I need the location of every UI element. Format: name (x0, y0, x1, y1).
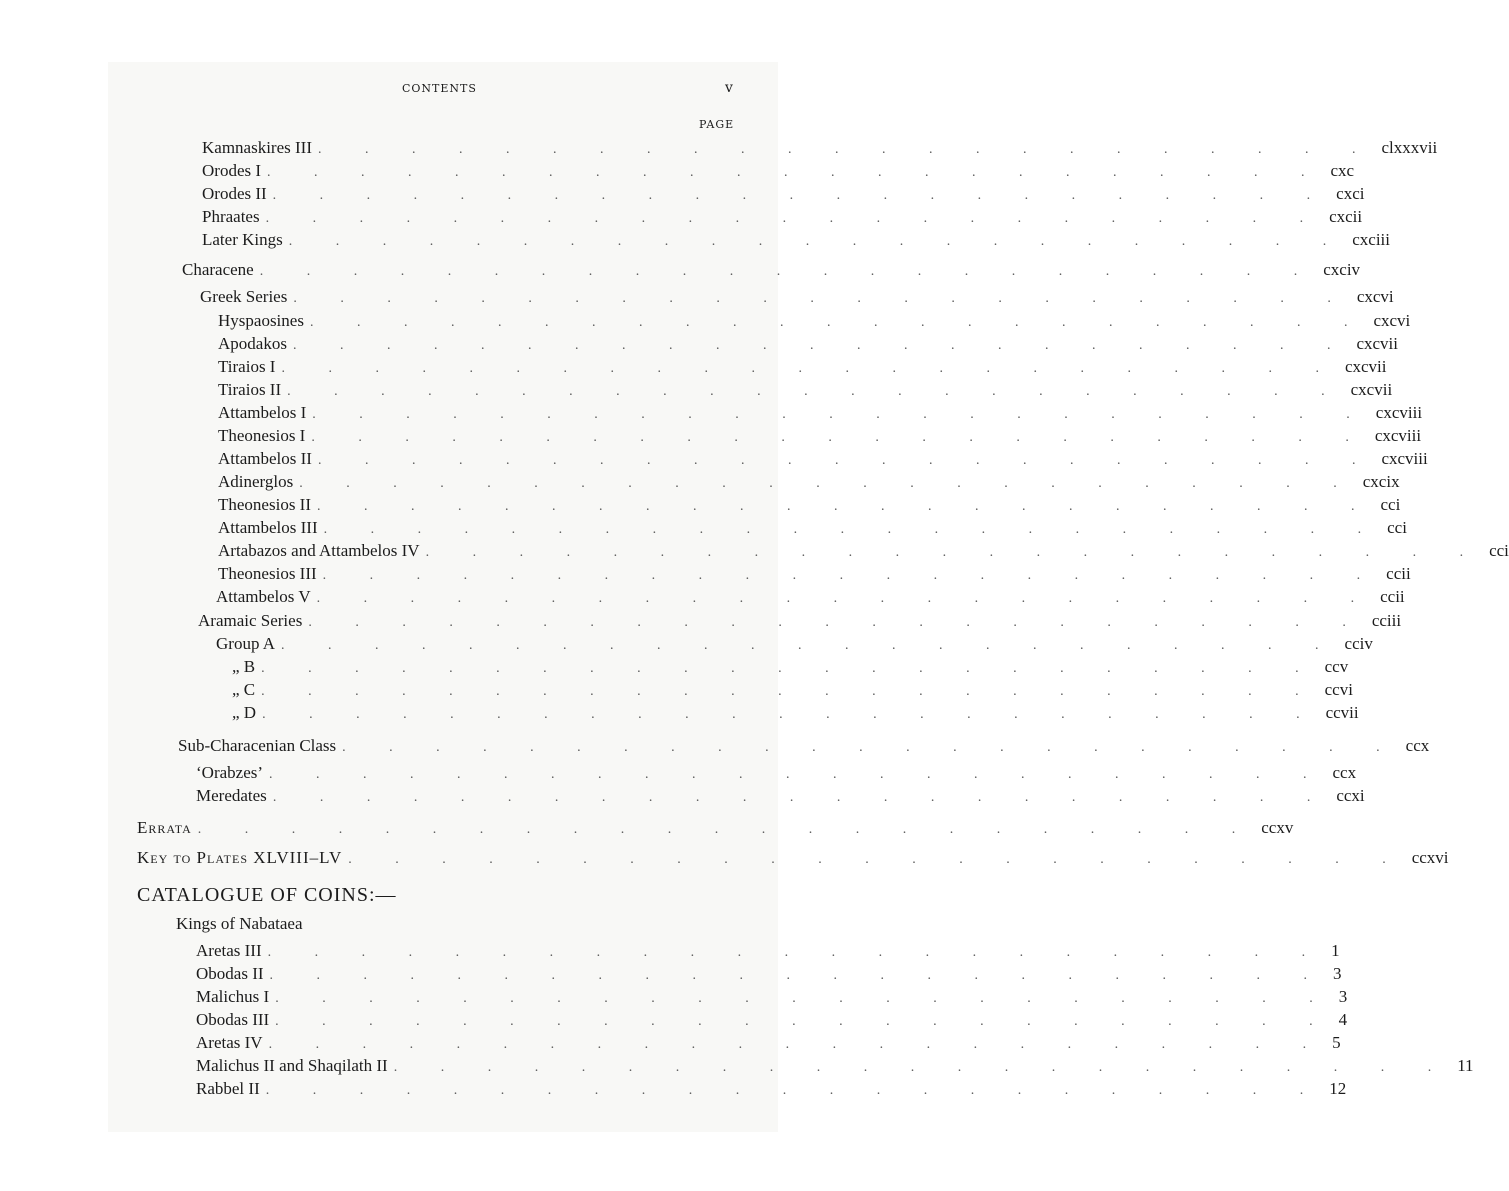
toc-entry (218, 357, 1387, 379)
entry-page: cxci (1336, 184, 1365, 203)
entry-label: Aretas III (196, 941, 262, 960)
toc-entry (137, 848, 1449, 870)
catalogue-heading: CATALOGUE OF COINS:— (137, 884, 397, 906)
dot-leader: . . . . . . . . . . . . . . . . . . . . . . . (348, 852, 1406, 867)
toc-entry (232, 703, 1359, 725)
dot-leader: . . . . . . . . . . . . . . . . . . . . . . . (425, 545, 1484, 560)
toc-entry (198, 611, 1402, 633)
dot-leader: . . . . . . . . . . . . . . . . . . . . . . . (281, 638, 1339, 653)
entry-label: Orodes I (202, 161, 262, 180)
toc-entry (196, 786, 1365, 808)
toc-entry (196, 763, 1357, 785)
toc-entry (218, 518, 1407, 540)
page-column-label: PAGE (699, 118, 735, 131)
entry-label: Adinerglos (218, 472, 294, 491)
entry-label: Malichus I (196, 987, 270, 1006)
entry-page: 5 (1332, 1033, 1341, 1052)
entry-label: Hyspaosines (218, 311, 304, 330)
entry-label: „ D (232, 703, 257, 722)
toc-entry (182, 260, 1361, 282)
page-header (0, 82, 840, 98)
entry-label: Characene (182, 260, 254, 279)
entry-label: Key to Plates XLVIII–LV (137, 848, 343, 867)
dot-leader: . . . . . . . . . . . . . . . . . . . . . . . (261, 684, 1319, 699)
dot-leader: . . . . . . . . . . . . . . . . . . . . . . . (393, 1060, 1452, 1075)
entry-page: 11 (1457, 1056, 1474, 1075)
entry-label: Obodas II (196, 964, 264, 983)
entry-label: Sub-Characenian Class (178, 736, 337, 755)
entry-label: Attambelos III (218, 518, 318, 537)
entry-label: Errata (137, 818, 192, 837)
entry-label: Theonesios I (218, 426, 306, 445)
dot-leader: . . . . . . . . . . . . . . . . . . . . . . . (318, 142, 1376, 157)
entry-page: cxcix (1362, 472, 1400, 491)
entry-page: 12 (1329, 1079, 1347, 1098)
toc-entry (202, 184, 1365, 206)
entry-label: ‘Orabzes’ (196, 763, 264, 782)
entry-label: Meredates (196, 786, 267, 805)
entry-label: Attambelos II (218, 449, 312, 468)
entry-page: ccv (1324, 657, 1349, 676)
dot-leader: . . . . . . . . . . . . . . . . . . . . . . . (322, 568, 1381, 583)
dot-leader: . . . . . . . . . . . . . . . . . . . . . . . (308, 615, 1366, 630)
dot-leader: . . . . . . . . . . . . . . . . . . . . . . . (275, 1014, 1333, 1029)
toc-entry (137, 818, 1294, 840)
toc-entry (196, 1056, 1474, 1078)
dot-leader: . . . . . . . . . . . . . . . . . . . . . . . (269, 767, 1327, 782)
entry-label: Tiraios I (218, 357, 276, 376)
entry-label: Attambelos V (216, 587, 311, 606)
dot-leader: . . . . . . . . . . . . . . . . . . . . . . . (272, 188, 1331, 203)
entry-page: cxcviii (1375, 403, 1423, 422)
entry-page: cxcvii (1344, 357, 1387, 376)
dot-leader: . . . . . . . . . . . . . . . . . . . . . . . (259, 264, 1318, 279)
entry-page: cciv (1344, 634, 1373, 653)
entry-page: ccxvi (1411, 848, 1449, 867)
toc-entry (178, 736, 1430, 758)
entry-label: Apodakos (218, 334, 287, 353)
entry-page: cxcvii (1356, 334, 1398, 353)
entry-page: ccii (1380, 587, 1405, 606)
toc-entry (218, 334, 1398, 356)
entry-page: ccii (1386, 564, 1411, 583)
entry-page: cxcvi (1373, 311, 1411, 330)
entry-page: cci (1380, 495, 1401, 514)
dot-leader: . . . . . . . . . . . . . . . . . . . . . . . (265, 211, 1324, 226)
entry-page: clxxxvii (1381, 138, 1438, 157)
toc-entry (196, 964, 1342, 986)
toc-entry (196, 941, 1340, 963)
entry-label: Orodes II (202, 184, 267, 203)
dot-leader: . . . . . . . . . . . . . . . . . . . . . . . (281, 361, 1339, 376)
toc-entry (202, 161, 1355, 183)
dot-leader: . . . . . . . . . . . . . . . . . . . . . . . (262, 707, 1320, 722)
entry-page: 3 (1333, 964, 1342, 983)
entry-label: Later Kings (202, 230, 283, 249)
entry-page: ccx (1332, 763, 1357, 782)
entry-page: cxcii (1329, 207, 1363, 226)
dot-leader: . . . . . . . . . . . . . . . . . . . . . . . (197, 822, 1256, 837)
toc-entry (196, 1033, 1341, 1055)
entry-page: ccvii (1325, 703, 1359, 722)
entry-page: cxciv (1323, 260, 1361, 279)
dot-leader: . . . . . . . . . . . . . . . . . . . . . . . (342, 740, 1400, 755)
entry-page: cciii (1371, 611, 1402, 630)
entry-page: cxciii (1352, 230, 1390, 249)
toc-entry (232, 680, 1353, 702)
entry-label: Group A (216, 634, 276, 653)
entry-label: Greek Series (200, 287, 288, 306)
entry-label: Aretas IV (196, 1033, 263, 1052)
dot-leader: . . . . . . . . . . . . . . . . . . . . . . . (323, 522, 1382, 537)
dot-leader: . . . . . . . . . . . . . . . . . . . . . . . (293, 291, 1351, 306)
dot-leader: . . . . . . . . . . . . . . . . . . . . . . . (292, 338, 1351, 353)
section-heading: Kings of Nabataea (176, 914, 303, 933)
entry-page: cxcvii (1350, 380, 1393, 399)
toc-entry (218, 403, 1423, 425)
entry-label: Theonesios II (218, 495, 312, 514)
toc-entry (196, 1010, 1348, 1032)
dot-leader: . . . . . . . . . . . . . . . . . . . . . . . (267, 165, 1325, 180)
entry-page: ccvi (1324, 680, 1353, 699)
toc-entry (202, 230, 1390, 252)
entry-page: ccxi (1336, 786, 1365, 805)
dot-leader: . . . . . . . . . . . . . . . . . . . . . . . (311, 430, 1369, 445)
entry-page: 3 (1338, 987, 1348, 1006)
toc-entry (200, 287, 1394, 309)
toc-entry (196, 1079, 1347, 1101)
toc-entry (218, 426, 1422, 448)
entry-label: Malichus II and Shaqilath II (196, 1056, 388, 1075)
toc-entry (232, 657, 1349, 679)
entry-label: Phraates (202, 207, 260, 226)
dot-leader: . . . . . . . . . . . . . . . . . . . . . . . (287, 384, 1345, 399)
running-title: CONTENTS (402, 82, 477, 95)
dot-leader: . . . . . . . . . . . . . . . . . . . . . . . (272, 790, 1331, 805)
dot-leader: . . . . . . . . . . . . . . . . . . . . . . . (309, 315, 1368, 330)
toc-entry (202, 138, 1438, 160)
page-number: v (725, 80, 733, 96)
entry-label: Attambelos I (218, 403, 307, 422)
dot-leader: . . . . . . . . . . . . . . . . . . . . . . . (312, 407, 1370, 422)
dot-leader: . . . . . . . . . . . . . . . . . . . . . . . (317, 453, 1376, 468)
toc-entry (218, 472, 1400, 494)
entry-page: ccx (1405, 736, 1430, 755)
entry-label: Kamnaskires III (202, 138, 312, 157)
toc-entry (218, 380, 1393, 402)
toc-entry (196, 987, 1348, 1009)
dot-leader: . . . . . . . . . . . . . . . . . . . . . . . (267, 945, 1326, 960)
entry-page: cxcvi (1356, 287, 1394, 306)
dot-leader: . . . . . . . . . . . . . . . . . . . . . . . (261, 661, 1319, 676)
toc-entry (218, 449, 1428, 471)
entry-page: 4 (1338, 1010, 1348, 1029)
entry-label: Artabazos and Attambelos IV (218, 541, 420, 560)
toc-entry (216, 587, 1405, 609)
entry-label: „ C (232, 680, 256, 699)
toc-entry (202, 207, 1363, 229)
dot-leader: . . . . . . . . . . . . . . . . . . . . . . . (288, 234, 1347, 249)
entry-label: „ B (232, 657, 256, 676)
dot-leader: . . . . . . . . . . . . . . . . . . . . . . . (269, 968, 1328, 983)
entry-page: cci (1387, 518, 1407, 537)
entry-page: cxc (1330, 161, 1355, 180)
dot-leader: . . . . . . . . . . . . . . . . . . . . . . . (265, 1083, 1324, 1098)
dot-leader: . . . . . . . . . . . . . . . . . . . . . . . (299, 476, 1357, 491)
entry-label: Theonesios III (218, 564, 317, 583)
entry-page: cxcviii (1374, 426, 1422, 445)
entry-label: Tiraios II (218, 380, 282, 399)
toc-entry (218, 311, 1411, 333)
toc-entry (216, 634, 1373, 656)
entry-page: cci (1489, 541, 1509, 560)
entry-page: cxcviii (1381, 449, 1428, 468)
entry-page: ccxv (1261, 818, 1294, 837)
entry-page: 1 (1331, 941, 1340, 960)
toc-entry (218, 495, 1401, 517)
dot-leader: . . . . . . . . . . . . . . . . . . . . . . . (316, 591, 1375, 606)
dot-leader: . . . . . . . . . . . . . . . . . . . . . . . (317, 499, 1375, 514)
entry-label: Rabbel II (196, 1079, 260, 1098)
dot-leader: . . . . . . . . . . . . . . . . . . . . . . . (268, 1037, 1327, 1052)
dot-leader: . . . . . . . . . . . . . . . . . . . . . . . (275, 991, 1333, 1006)
toc-entry (218, 564, 1411, 586)
entry-label: Obodas III (196, 1010, 270, 1029)
toc-entry (218, 541, 1509, 563)
entry-label: Aramaic Series (198, 611, 303, 630)
